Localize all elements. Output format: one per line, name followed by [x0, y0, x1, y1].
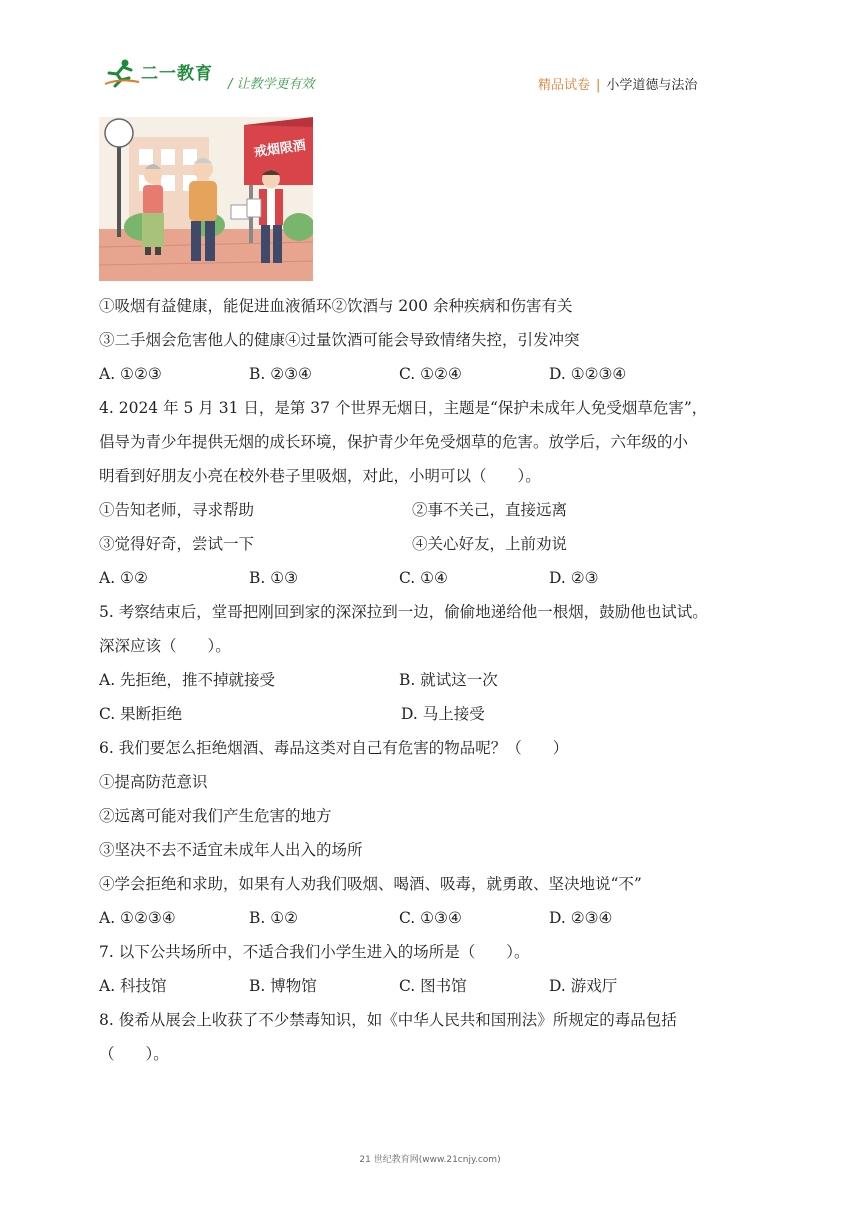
runner-logo-icon — [103, 58, 141, 88]
q5-stem-line-1: 5. 考察结束后，堂哥把刚回到家的深深拉到一边，偷偷地递给他一根烟，鼓励他也试试。 — [99, 603, 708, 621]
q6-item-1: ①提高防范意识 — [99, 773, 208, 791]
q4-item-3: ③觉得好奇，尝试一下 — [99, 535, 255, 553]
q3-option-d: D. ①②③④ — [549, 365, 627, 383]
q4-option-c: C. ①④ — [399, 569, 448, 587]
q3-option-c: C. ①②④ — [399, 365, 462, 383]
header-right — [538, 74, 697, 93]
q7-option-d: D. 游戏厅 — [549, 977, 618, 995]
q6-option-d: D. ②③④ — [549, 909, 613, 927]
q4-option-d: D. ②③ — [549, 569, 599, 587]
q5-option-a: A. 先拒绝，推不掉就接受 — [99, 671, 276, 689]
page-header — [0, 0, 860, 100]
q8-stem-line-2: （ ）。 — [99, 1045, 169, 1063]
q5-stem-line-2: 深深应该（ ）。 — [99, 637, 231, 655]
q6-option-b: B. ①② — [249, 909, 299, 927]
logo — [103, 56, 223, 90]
slogan: / 让教学更有效 — [228, 77, 315, 92]
q6-item-3: ③坚决不去不适宜未成年人出入的场所 — [99, 841, 363, 859]
q5-option-c: C. 果断拒绝 — [99, 705, 183, 723]
q6-option-a: A. ①②③④ — [99, 909, 176, 927]
q4-option-a: A. ①② — [99, 569, 148, 587]
q4-stem-line-1: 4. 2024 年 5 月 31 日，是第 37 个世界无烟日，主题是“保护未成年人免受烟草危害”， — [99, 399, 708, 417]
q3-statement-1: ①吸烟有益健康，能促进血液循环②饮酒与 200 余种疾病和伤害有关 — [99, 297, 573, 315]
q4-item-2: ②事不关己，直接远离 — [412, 501, 568, 519]
q6-option-c: C. ①③④ — [399, 909, 462, 927]
q3-option-b: B. ②③④ — [249, 365, 312, 383]
q7-option-c: C. 图书馆 — [399, 977, 467, 995]
page-footer: 21 世纪教育网(www.21cnjy.com) — [359, 1155, 501, 1165]
q7-stem: 7. 以下公共场所中，不适合我们小学生进入的场所是（ ）。 — [99, 943, 530, 961]
q8-stem-line-1: 8. 俊希从展会上收获了不少禁毒知识，如《中华人民共和国刑法》所规定的毒品包括 — [99, 1011, 677, 1029]
header-separator: | — [596, 78, 601, 93]
q4-item-4: ④关心好友，上前劝说 — [412, 535, 568, 553]
q7-option-b: B. 博物馆 — [249, 977, 317, 995]
quit-smoking-illustration — [99, 117, 313, 281]
q6-item-4: ④学会拒绝和求助，如果有人劝我们吸烟、喝酒、吸毒，就勇敢、坚决地说“不” — [99, 875, 642, 893]
q3-option-a: A. ①②③ — [99, 365, 162, 383]
q4-stem-line-3: 明看到好朋友小亮在校外巷子里吸烟，对此，小明可以（ ）。 — [99, 467, 541, 485]
q5-option-d: D. 马上接受 — [401, 705, 485, 723]
q6-item-2: ②远离可能对我们产生危害的地方 — [99, 807, 332, 825]
q4-item-1: ①告知老师，寻求帮助 — [99, 501, 255, 519]
q4-option-b: B. ①③ — [249, 569, 299, 587]
paper-tag: 精品试卷 — [538, 78, 591, 93]
subject-label: 小学道德与法治 — [606, 78, 698, 93]
q7-option-a: A. 科技馆 — [99, 977, 167, 995]
q3-statement-2: ③二手烟会危害他人的健康④过量饮酒可能会导致情绪失控，引发冲突 — [99, 331, 580, 349]
banner-text: 戒烟限酒 — [253, 138, 307, 161]
q5-option-b: B. 就试这一次 — [399, 671, 498, 689]
q6-stem: 6. 我们要怎么拒绝烟酒、毒品这类对自己有危害的物品呢？（ ） — [99, 739, 569, 757]
q4-stem-line-2: 倡导为青少年提供无烟的成长环境，保护青少年免受烟草的危害。放学后，六年级的小 — [99, 433, 689, 451]
logo-text: 二一教育 — [141, 64, 213, 84]
